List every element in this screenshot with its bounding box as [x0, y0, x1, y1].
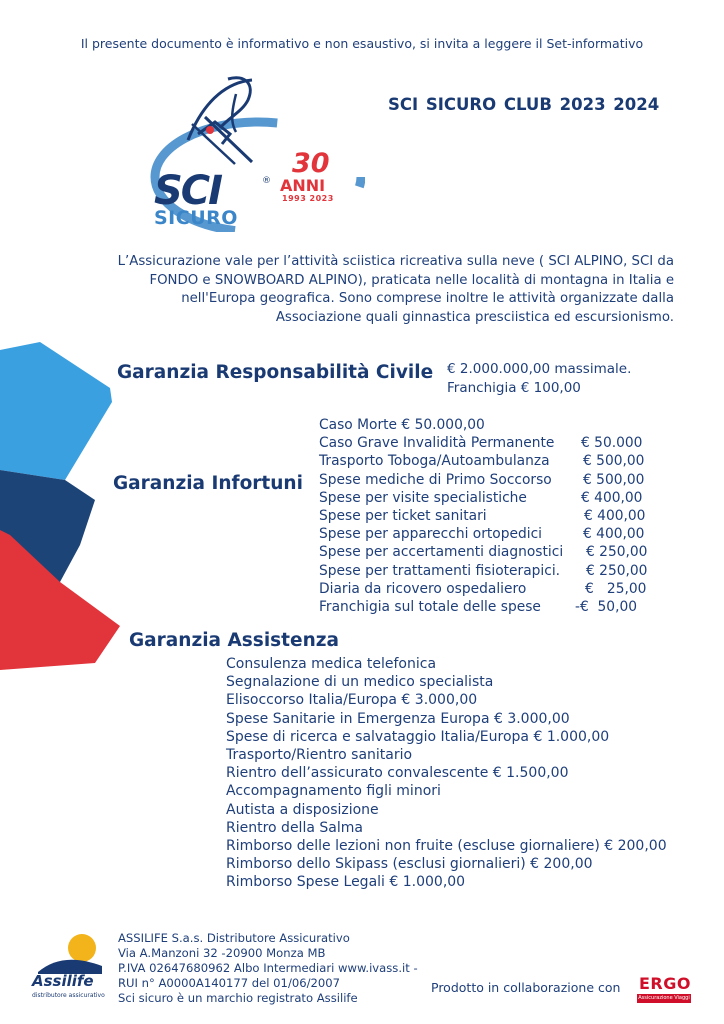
- anniversary-number: 30: [292, 148, 330, 179]
- item-label: Caso Morte € 50.000,00: [319, 417, 485, 433]
- footer-line: Sci sicuro è un marchio registrato Assilife: [118, 991, 358, 1005]
- list-item: [319, 471, 659, 489]
- intro-line: Associazione quali ginnastica presciistica ed escursionismo.: [275, 309, 674, 325]
- list-item: [319, 525, 659, 543]
- list-item: [319, 580, 659, 598]
- light-blue-shape: [0, 342, 112, 480]
- list-item: Rimborso delle lezioni non fruite (escluse giornaliere) € 200,00: [226, 837, 667, 854]
- item-label: Spese per accertamenti diagnostici: [319, 544, 564, 561]
- list-item: Rientro dell’assicurato convalescente € 1.500,00: [226, 765, 569, 782]
- ergo-tagline: Assicurazione Viaggi: [638, 995, 690, 1001]
- footer-line: P.IVA 02647680962 Albo Intermediari www.ivass.it -: [118, 961, 418, 975]
- item-amount: € 25,00: [585, 580, 647, 597]
- footer-line: ASSILIFE S.a.s. Distributore Assicurativo: [118, 931, 350, 945]
- infortuni-list: [319, 416, 659, 616]
- registered-mark: ®: [262, 176, 271, 186]
- decorative-shapes: [0, 330, 130, 680]
- prodotto-text: Prodotto in collaborazione con: [431, 980, 621, 995]
- list-item: [319, 507, 659, 525]
- item-label: Spese per visite specialistiche: [319, 489, 527, 506]
- item-amount: € 400,00: [581, 489, 643, 506]
- club-title: SCI SICURO CLUB 2023 2024: [388, 95, 660, 114]
- item-label: Caso Grave Invalidità Permanente: [319, 435, 555, 452]
- list-item: [319, 416, 659, 434]
- item-amount: € 250,00: [586, 544, 648, 561]
- list-item: [319, 562, 659, 580]
- footer-line: Via A.Manzoni 32 -20900 Monza MB: [118, 946, 326, 960]
- disclaimer: Il presente documento è informativo e non esaustivo, si invita a leggere il Set-informativo: [80, 36, 644, 51]
- list-item: Consulenza medica telefonica: [226, 656, 437, 672]
- rc-franchigia: Franchigia € 100,00: [447, 380, 581, 396]
- assilife-tagline: distributore assicurativo: [32, 992, 105, 999]
- list-item: Rientro della Salma: [226, 819, 363, 836]
- anniversary-word: ANNI: [280, 176, 326, 195]
- list-item: Trasporto/Rientro sanitario: [226, 746, 413, 763]
- sun-icon: [30, 928, 110, 978]
- footer-line: RUI n° A0000A140177 del 01/06/2007: [118, 976, 341, 990]
- item-label: Spese mediche di Primo Soccorso: [319, 471, 552, 488]
- item-label: Diaria da ricovero ospedaliero: [319, 580, 527, 597]
- item-amount: € 50.000: [581, 435, 643, 452]
- list-item: [319, 598, 659, 616]
- item-label: Spese per trattamenti fisioterapici.: [319, 562, 561, 579]
- item-amount: € 400,00: [583, 526, 645, 543]
- intro-line: FONDO e SNOWBOARD ALPINO), praticata nelle località di montagna in Italia e: [149, 272, 674, 288]
- ergo-logo: [637, 974, 695, 1004]
- list-item: Spese di ricerca e salvataggio Italia/Europa € 1.000,00: [226, 728, 610, 745]
- item-label: Spese per apparecchi ortopedici: [319, 526, 543, 543]
- item-label: Franchigia sul totale delle spese: [319, 598, 541, 615]
- item-label: Spese per ticket sanitari: [319, 507, 487, 524]
- list-item: Accompagnamento figli minori: [226, 783, 441, 800]
- list-item: Rimborso dello Skipass (esclusi giornalieri) € 200,00: [226, 856, 593, 873]
- list-item: Segnalazione di un medico specialista: [226, 674, 494, 691]
- ergo-name: ERGO: [639, 974, 691, 993]
- list-item: Elisoccorso Italia/Europa € 3.000,00: [226, 692, 478, 709]
- list-item: [319, 543, 659, 561]
- rc-massimale: € 2.000.000,00 massimale.: [447, 361, 632, 377]
- infortuni-title: Garanzia Infortuni: [113, 473, 303, 494]
- item-amount: € 250,00: [586, 562, 648, 579]
- list-item: Spese Sanitarie in Emergenza Europa € 3.000,00: [226, 710, 570, 727]
- assistenza-list: [226, 655, 667, 891]
- list-item: [319, 452, 659, 470]
- logo-sub-text: SICURO: [154, 207, 238, 229]
- item-amount: € 500,00: [583, 453, 645, 470]
- list-item: [319, 434, 659, 452]
- intro-line: L’Assicurazione vale per l’attività sciistica ricreativa sulla neve ( SCI ALPINO, SCI da: [117, 254, 674, 269]
- assilife-logo: [30, 928, 110, 1004]
- list-item: [319, 489, 659, 507]
- list-item: Autista a disposizione: [226, 801, 379, 818]
- intro-paragraph: [60, 253, 674, 327]
- item-amount: € 500,00: [583, 471, 645, 488]
- intro-line: nell'Europa geografica. Sono comprese inoltre le attività organizzate dalla: [181, 291, 674, 306]
- assilife-name: Assilife: [32, 972, 94, 990]
- sci-sicuro-logo: [150, 72, 365, 232]
- logo-main-text: SCI: [154, 168, 222, 214]
- item-label: Trasporto Toboga/Autoambulanza: [319, 453, 550, 470]
- list-item: Rimborso Spese Legali € 1.000,00: [226, 874, 466, 891]
- item-amount: € 400,00: [584, 507, 646, 524]
- footer-company-info: [118, 931, 418, 1006]
- assistenza-title: Garanzia Assistenza: [129, 630, 339, 651]
- rc-title: Garanzia Responsabilità Civile: [117, 362, 434, 383]
- item-amount: -€ 50,00: [575, 598, 638, 615]
- anniversary-years: 1993 2023: [282, 194, 334, 203]
- rc-values: [447, 360, 631, 398]
